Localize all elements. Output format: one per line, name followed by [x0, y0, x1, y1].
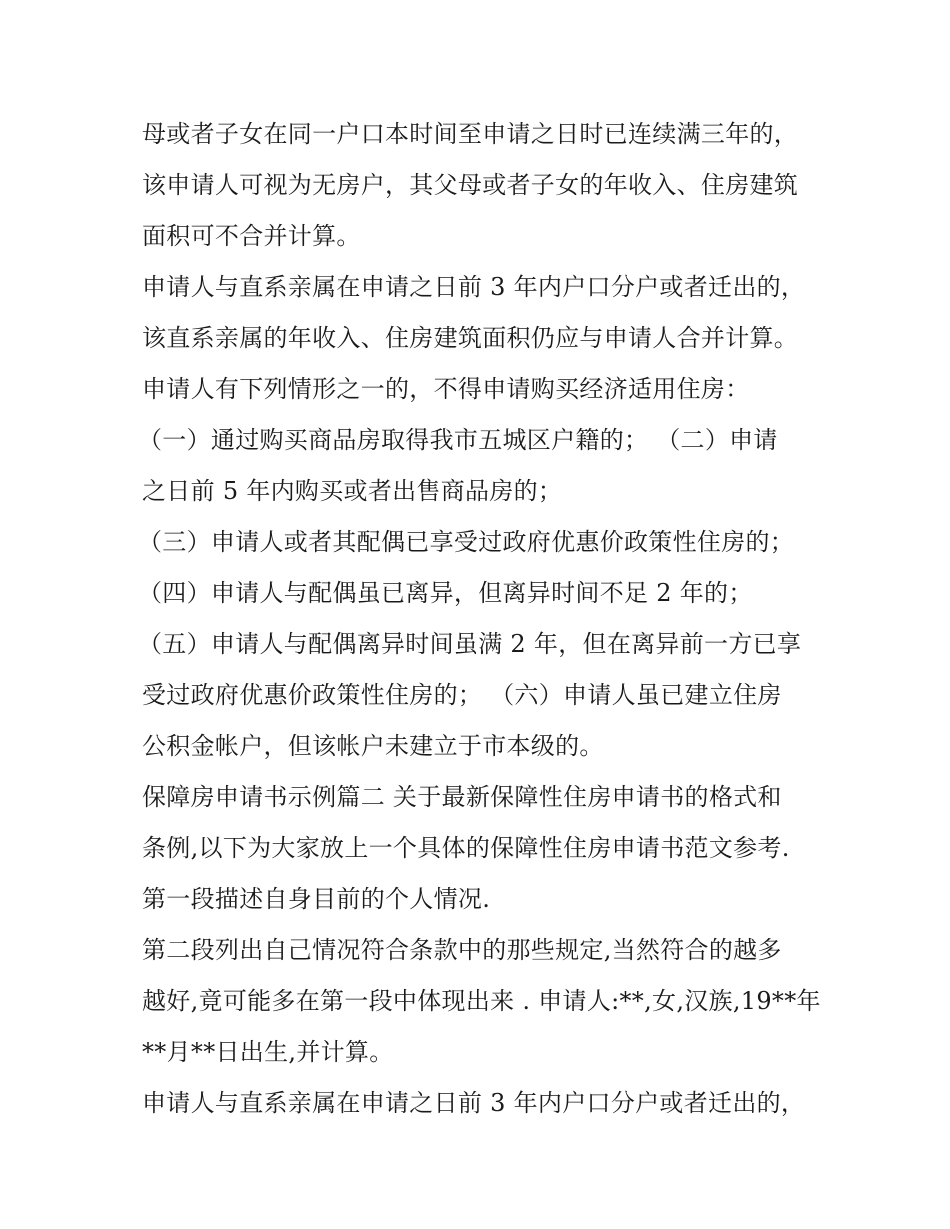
text-line: 申请人与直系亲属在申请之日前 3 年内户口分户或者迁出的， — [142, 273, 806, 301]
text-line: （四）申请人与配偶虽已离异，但离异时间不足 2 年的； — [138, 579, 753, 607]
text-line: 第二段列出自己情况符合条款中的那些规定,当然符合的越多 — [142, 936, 782, 964]
text-line: 该直系亲属的年收入、住房建筑面积仍应与申请人合并计算。 — [142, 324, 799, 352]
text-line: （一）通过购买商品房取得我市五城区户籍的； （二）申请 — [138, 426, 778, 454]
document-body — [138, 109, 842, 1129]
text-line: 第一段描述自身目前的个人情况. — [142, 885, 491, 913]
text-line: （三）申请人或者其配偶已享受过政府优惠价政策性住房的； — [138, 528, 795, 556]
text-line: 申请人有下列情形之一的，不得申请购买经济适用住房： — [142, 375, 750, 403]
text-line: 之日前 5 年内购买或者出售商品房的； — [142, 477, 563, 505]
text-line: 越好,竟可能多在第一段中体现出来 . 申请人:**,女,汉族,19**年 — [142, 987, 821, 1015]
text-line: 受过政府优惠价政策性住房的； （六）申请人虽已建立住房 — [142, 681, 782, 709]
text-line: 公积金帐户，但该帐户未建立于市本级的。 — [142, 732, 604, 760]
text-line: （五）申请人与配偶离异时间虽满 2 年，但在离异前一方已享 — [138, 630, 802, 658]
text-line: 母或者子女在同一户口本时间至申请之日时已连续满三年的， — [142, 120, 799, 148]
text-line: 条例,以下为大家放上一个具体的保障性住房申请书范文参考. — [142, 834, 790, 862]
text-line: 面积可不合并计算。 — [142, 222, 361, 250]
text-line: 申请人与直系亲属在申请之日前 3 年内户口分户或者迁出的， — [142, 1089, 806, 1117]
text-line: 该申请人可视为无房户，其父母或者子女的年收入、住房建筑 — [142, 171, 799, 199]
text-line: 保障房申请书示例篇二 关于最新保障性住房申请书的格式和 — [142, 783, 782, 811]
text-line: **月**日出生,并计算。 — [142, 1038, 394, 1066]
